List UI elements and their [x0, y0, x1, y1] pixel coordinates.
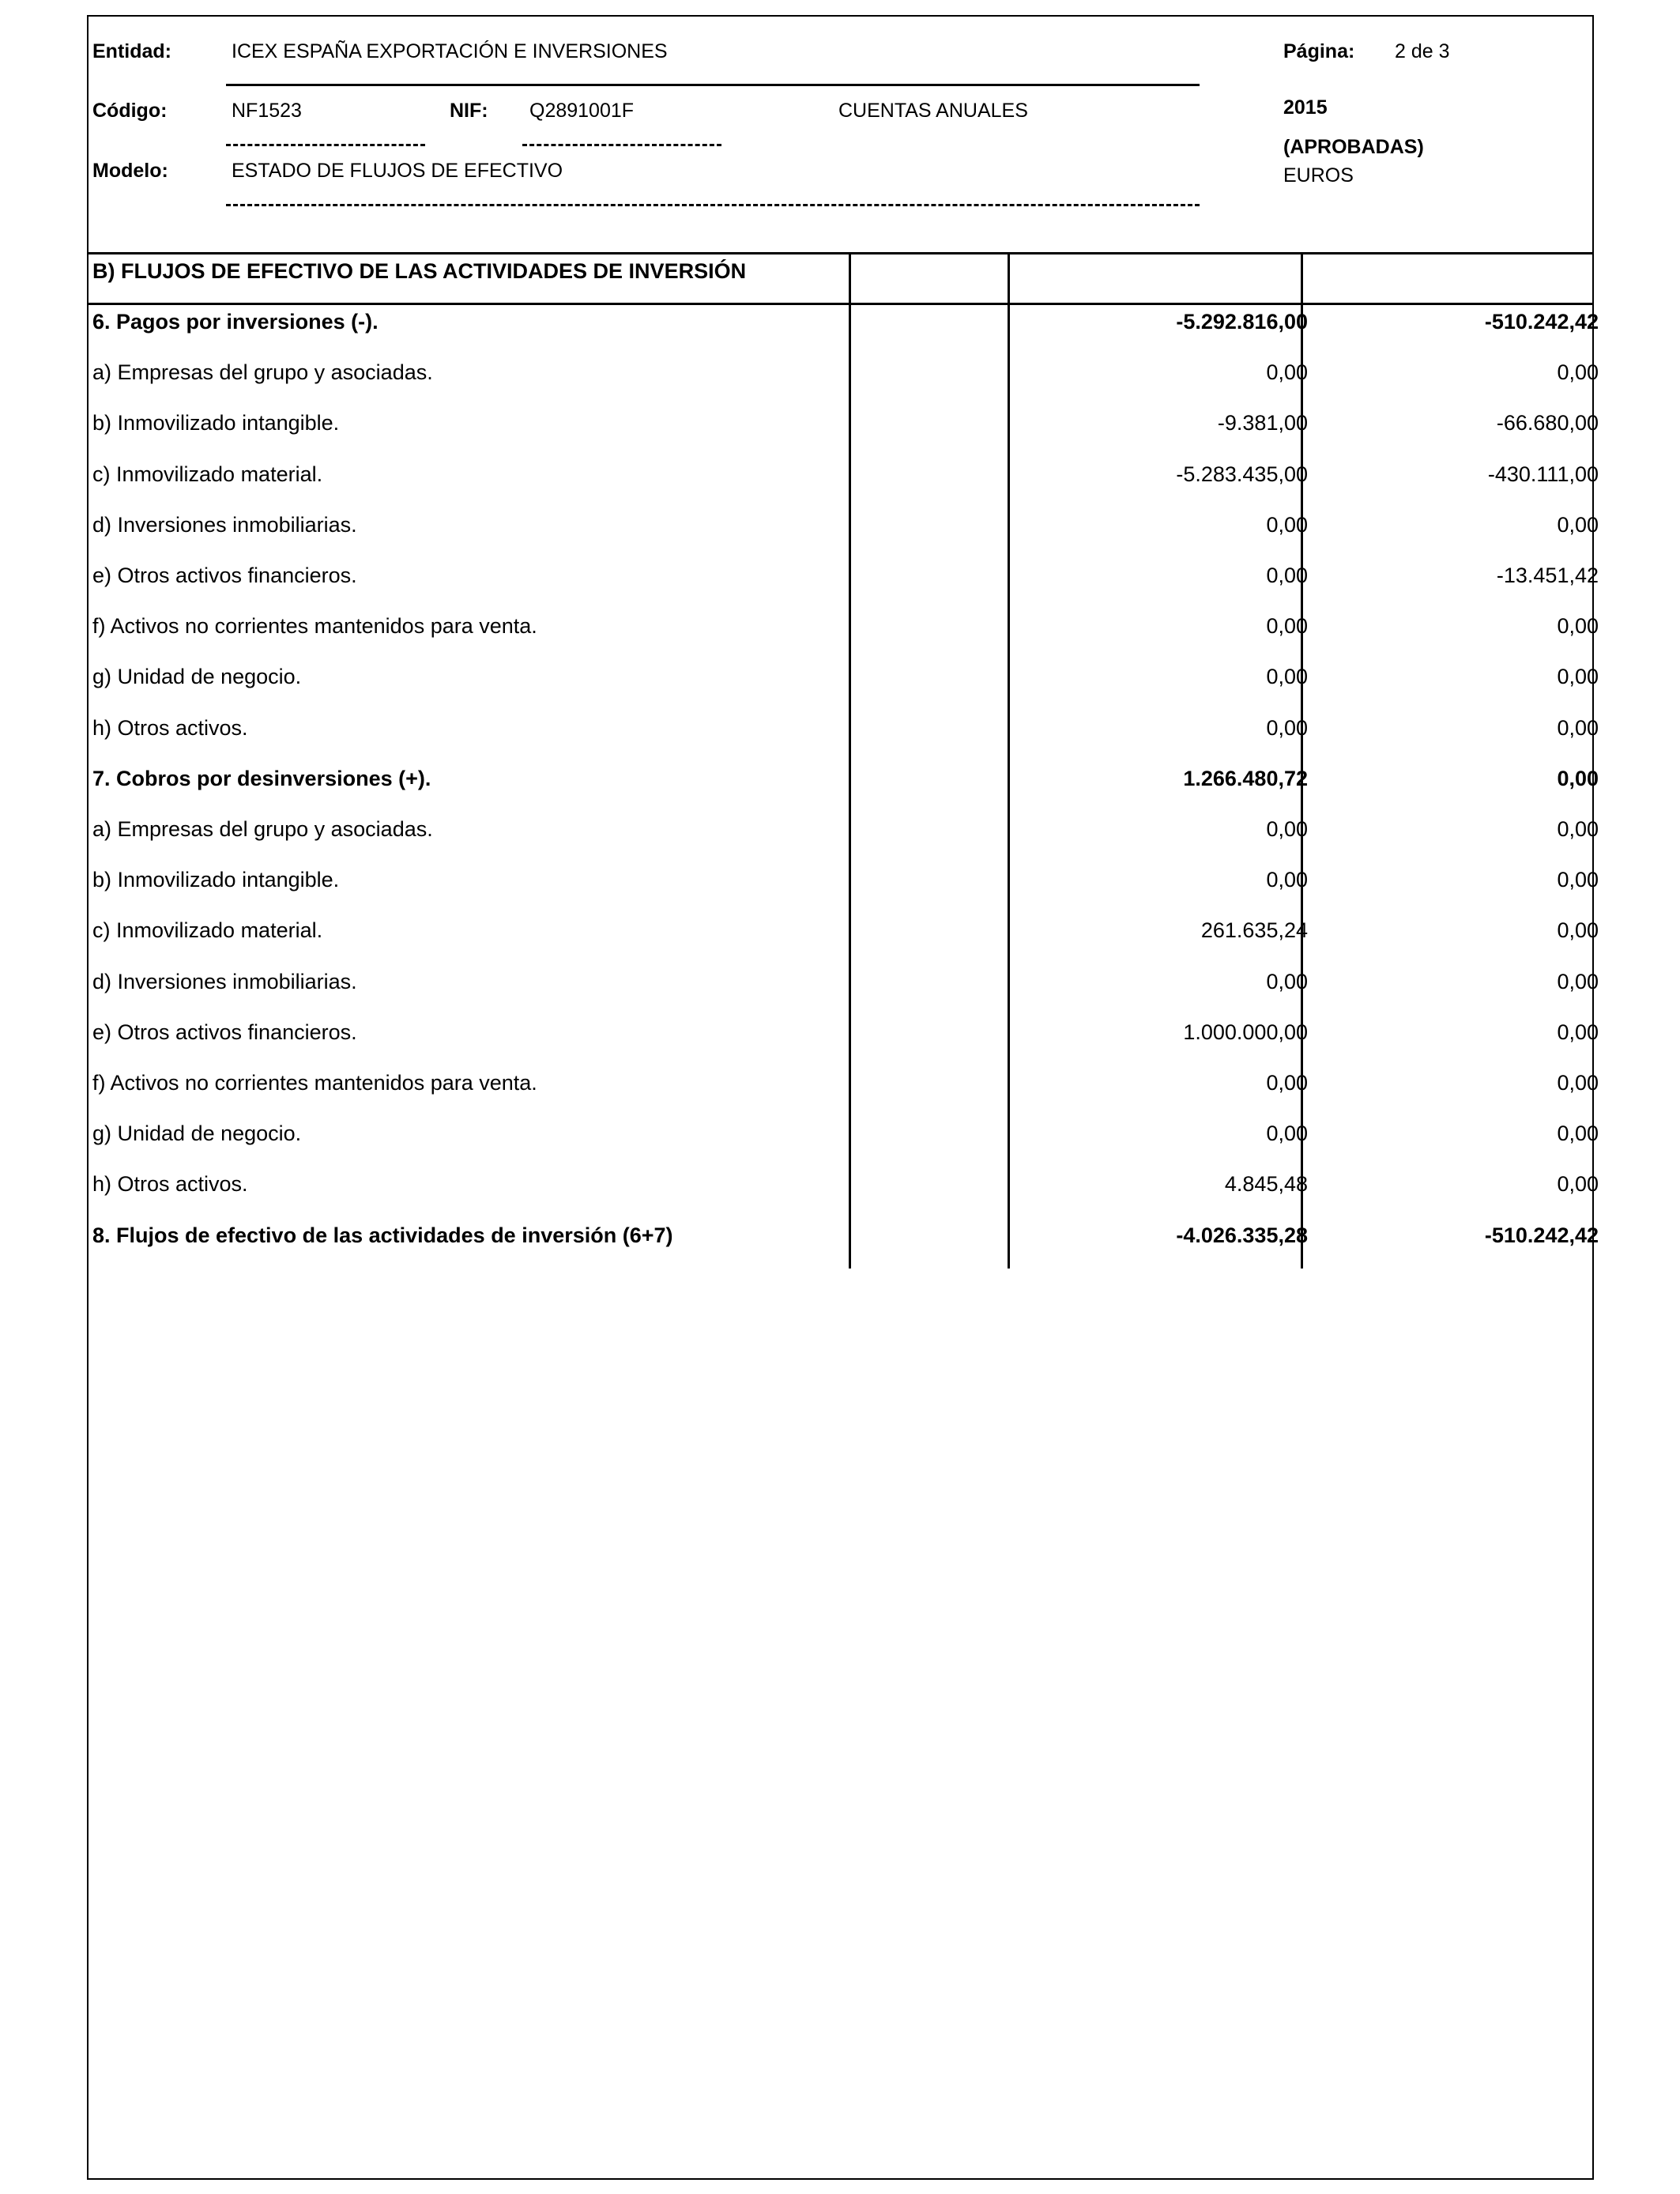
row-value-prior: 0,00	[1557, 868, 1599, 892]
row-value-prior: -66.680,00	[1496, 411, 1599, 435]
row-value-2015: 1.266.480,72	[1183, 766, 1308, 790]
row-label: a) Empresas del grupo y asociadas.	[92, 817, 433, 841]
row-label: 8. Flujos de efectivo de las actividades de inversión (6+7)	[92, 1223, 673, 1247]
row-value-prior: 0,00	[1557, 360, 1599, 385]
row-value-2015: 0,00	[1266, 665, 1308, 689]
row-value-2015: 0,00	[1266, 614, 1308, 639]
table-row	[87, 398, 1599, 448]
row-value-2015: 261.635,24	[1200, 918, 1308, 943]
table-row	[87, 651, 1599, 702]
table-row	[87, 1007, 1599, 1057]
table-row	[87, 499, 1599, 550]
row-label: c) Inmovilizado material.	[92, 462, 323, 486]
codigo-value: NF1523	[232, 100, 302, 122]
row-label: a) Empresas del grupo y asociadas.	[92, 360, 433, 385]
row-label: b) Inmovilizado intangible.	[92, 868, 340, 892]
row-value-2015: 0,00	[1266, 360, 1308, 385]
entidad-label: Entidad:	[92, 40, 171, 62]
row-label: h) Otros activos.	[92, 1172, 248, 1197]
row-value-prior: 0,00	[1557, 1020, 1599, 1044]
row-value-2015: 0,00	[1266, 1071, 1308, 1095]
nif-value: Q2891001F	[529, 100, 635, 122]
modelo-value: ESTADO DE FLUJOS DE EFECTIVO	[232, 160, 563, 182]
row-label: h) Otros activos.	[92, 715, 248, 740]
row-value-prior: -510.242,42	[1484, 310, 1599, 334]
row-value-prior: 0,00	[1557, 1071, 1599, 1095]
row-value-2015: 0,00	[1266, 564, 1308, 587]
row-value-prior: 0,00	[1557, 665, 1599, 689]
pagina-label: Página:	[1283, 40, 1355, 62]
row-value-2015: -9.381,00	[1217, 411, 1308, 435]
table-row	[87, 550, 1599, 601]
table-row	[87, 1210, 1599, 1261]
row-value-2015: 0,00	[1266, 1122, 1308, 1146]
table-row	[87, 449, 1599, 499]
row-label: b) Inmovilizado intangible.	[92, 411, 340, 435]
entidad-value: ICEX ESPAÑA EXPORTACIÓN E INVERSIONES	[232, 40, 668, 62]
row-value-2015: 0,00	[1266, 817, 1308, 841]
table-row	[87, 753, 1599, 804]
row-value-2015: -5.292.816,00	[1176, 310, 1308, 334]
table-row	[87, 1108, 1599, 1159]
row-value-prior: 0,00	[1557, 1122, 1599, 1146]
table-row	[87, 1159, 1599, 1209]
row-value-prior: -430.111,00	[1487, 462, 1599, 486]
table-row	[87, 601, 1599, 651]
row-label: e) Otros activos financieros.	[92, 1020, 357, 1044]
year-label: 2015	[1283, 96, 1328, 119]
row-value-prior: 0,00	[1557, 614, 1599, 639]
row-value-2015: 0,00	[1266, 969, 1308, 993]
row-label: d) Inversiones inmobiliarias.	[92, 512, 357, 537]
section-title: B) FLUJOS DE EFECTIVO DE LAS ACTIVIDADES DE INVERSIÓN	[92, 259, 747, 283]
row-label: d) Inversiones inmobiliarias.	[92, 969, 357, 993]
table-row	[87, 804, 1599, 854]
modelo-label: Modelo:	[92, 160, 168, 182]
row-label: 6. Pagos por inversiones (-).	[92, 310, 379, 334]
currency-label: EUROS	[1283, 164, 1354, 187]
table-row	[87, 296, 1599, 347]
row-value-prior: 0,00	[1557, 766, 1599, 790]
table-row	[87, 347, 1599, 398]
codigo-label: Código:	[92, 100, 168, 122]
row-value-2015: 0,00	[1266, 512, 1308, 537]
row-label: f) Activos no corrientes mantenidos para venta.	[92, 614, 537, 639]
table-row	[87, 956, 1599, 1007]
row-value-2015: 0,00	[1266, 715, 1308, 740]
entidad-underline	[226, 84, 1200, 86]
table-row	[87, 1057, 1599, 1108]
row-value-prior: 0,00	[1557, 918, 1599, 943]
row-value-prior: 0,00	[1557, 969, 1599, 993]
table-row	[87, 905, 1599, 956]
codigo-underline	[226, 144, 425, 146]
row-value-prior: 0,00	[1557, 512, 1599, 537]
table-row	[87, 854, 1599, 905]
row-value-prior: 0,00	[1557, 1172, 1599, 1197]
row-value-2015: 1.000.000,00	[1183, 1020, 1308, 1044]
row-value-2015: 0,00	[1266, 868, 1308, 892]
row-label: c) Inmovilizado material.	[92, 918, 323, 943]
row-label: g) Unidad de negocio.	[92, 1122, 302, 1146]
nif-label: NIF:	[450, 100, 488, 122]
pagina-value: 2 de 3	[1395, 40, 1450, 62]
row-label: 7. Cobros por desinversiones (+).	[92, 766, 431, 790]
row-value-prior: -510.242,42	[1484, 1223, 1599, 1247]
row-value-2015: -4.026.335,28	[1176, 1223, 1308, 1247]
table-top-rule	[87, 252, 1594, 254]
row-label: e) Otros activos financieros.	[92, 564, 357, 587]
row-label: g) Unidad de negocio.	[92, 665, 302, 689]
row-value-prior: -13.451,42	[1496, 564, 1599, 587]
row-value-2015: 4.845,48	[1224, 1172, 1308, 1197]
row-label: f) Activos no corrientes mantenidos para venta.	[92, 1071, 537, 1095]
table-row	[87, 703, 1599, 753]
cuentas-anuales-label: CUENTAS ANUALES	[838, 100, 1028, 122]
status-label: (APROBADAS)	[1283, 136, 1424, 158]
row-value-2015: -5.283.435,00	[1176, 462, 1308, 486]
row-value-prior: 0,00	[1557, 817, 1599, 841]
nif-underline	[522, 144, 721, 146]
row-value-prior: 0,00	[1557, 715, 1599, 740]
modelo-underline	[226, 204, 1200, 206]
